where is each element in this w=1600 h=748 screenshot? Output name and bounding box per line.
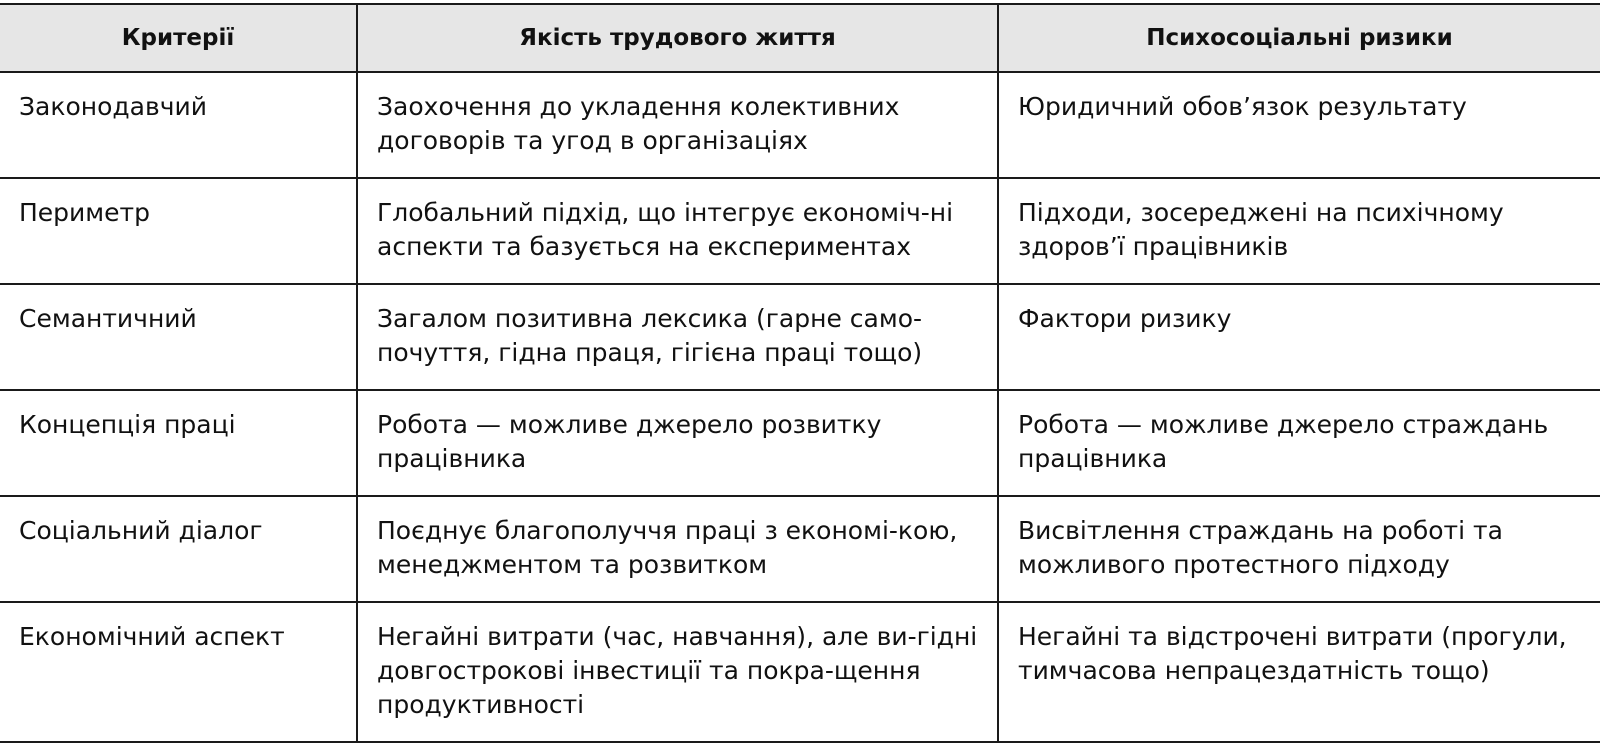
cell-quality-of-work-life: Негайні витрати (час, навчання), але ви-гідні довгострокові інвестиції та покра-щення продуктивності [357,602,998,742]
cell-quality-of-work-life: Робота — можливе джерело розвитку працівника [357,390,998,496]
cell-psychosocial-risks: Підходи, зосереджені на психічному здоров’ї працівників [998,178,1600,284]
table-row [0,496,1600,602]
cell-psychosocial-risks: Негайні та відстрочені витрати (прогули, тимчасова непрацездатність тощо) [998,602,1600,742]
cell-psychosocial-risks: Висвітлення страждань на роботі та можливого протестного підходу [998,496,1600,602]
header-criteria: Критерії [0,4,357,72]
table-row [0,602,1600,742]
cell-psychosocial-risks: Фактори ризику [998,284,1600,390]
cell-quality-of-work-life: Поєднує благополуччя праці з економі-кою, менеджментом та розвитком [357,496,998,602]
comparison-table [0,3,1600,743]
cell-criterion: Законодавчий [0,72,357,178]
header-row [0,4,1600,72]
header-quality-of-work-life: Якість трудового життя [357,4,998,72]
cell-quality-of-work-life: Глобальний підхід, що інтегрує економіч-ні аспекти та базується на експериментах [357,178,998,284]
table-row [0,178,1600,284]
cell-criterion: Соціальний діалог [0,496,357,602]
comparison-table-container [0,3,1600,743]
cell-psychosocial-risks: Юридичний обов’язок результату [998,72,1600,178]
cell-criterion: Економічний аспект [0,602,357,742]
cell-quality-of-work-life: Заохочення до укладення колективних договорів та угод в організаціях [357,72,998,178]
table-row [0,284,1600,390]
table-row [0,72,1600,178]
cell-criterion: Концепція праці [0,390,357,496]
cell-psychosocial-risks: Робота — можливе джерело страждань працівника [998,390,1600,496]
header-psychosocial-risks: Психосоціальні ризики [998,4,1600,72]
cell-quality-of-work-life: Загалом позитивна лексика (гарне само-почуття, гідна праця, гігієна праці тощо) [357,284,998,390]
table-row [0,390,1600,496]
cell-criterion: Семантичний [0,284,357,390]
cell-criterion: Периметр [0,178,357,284]
